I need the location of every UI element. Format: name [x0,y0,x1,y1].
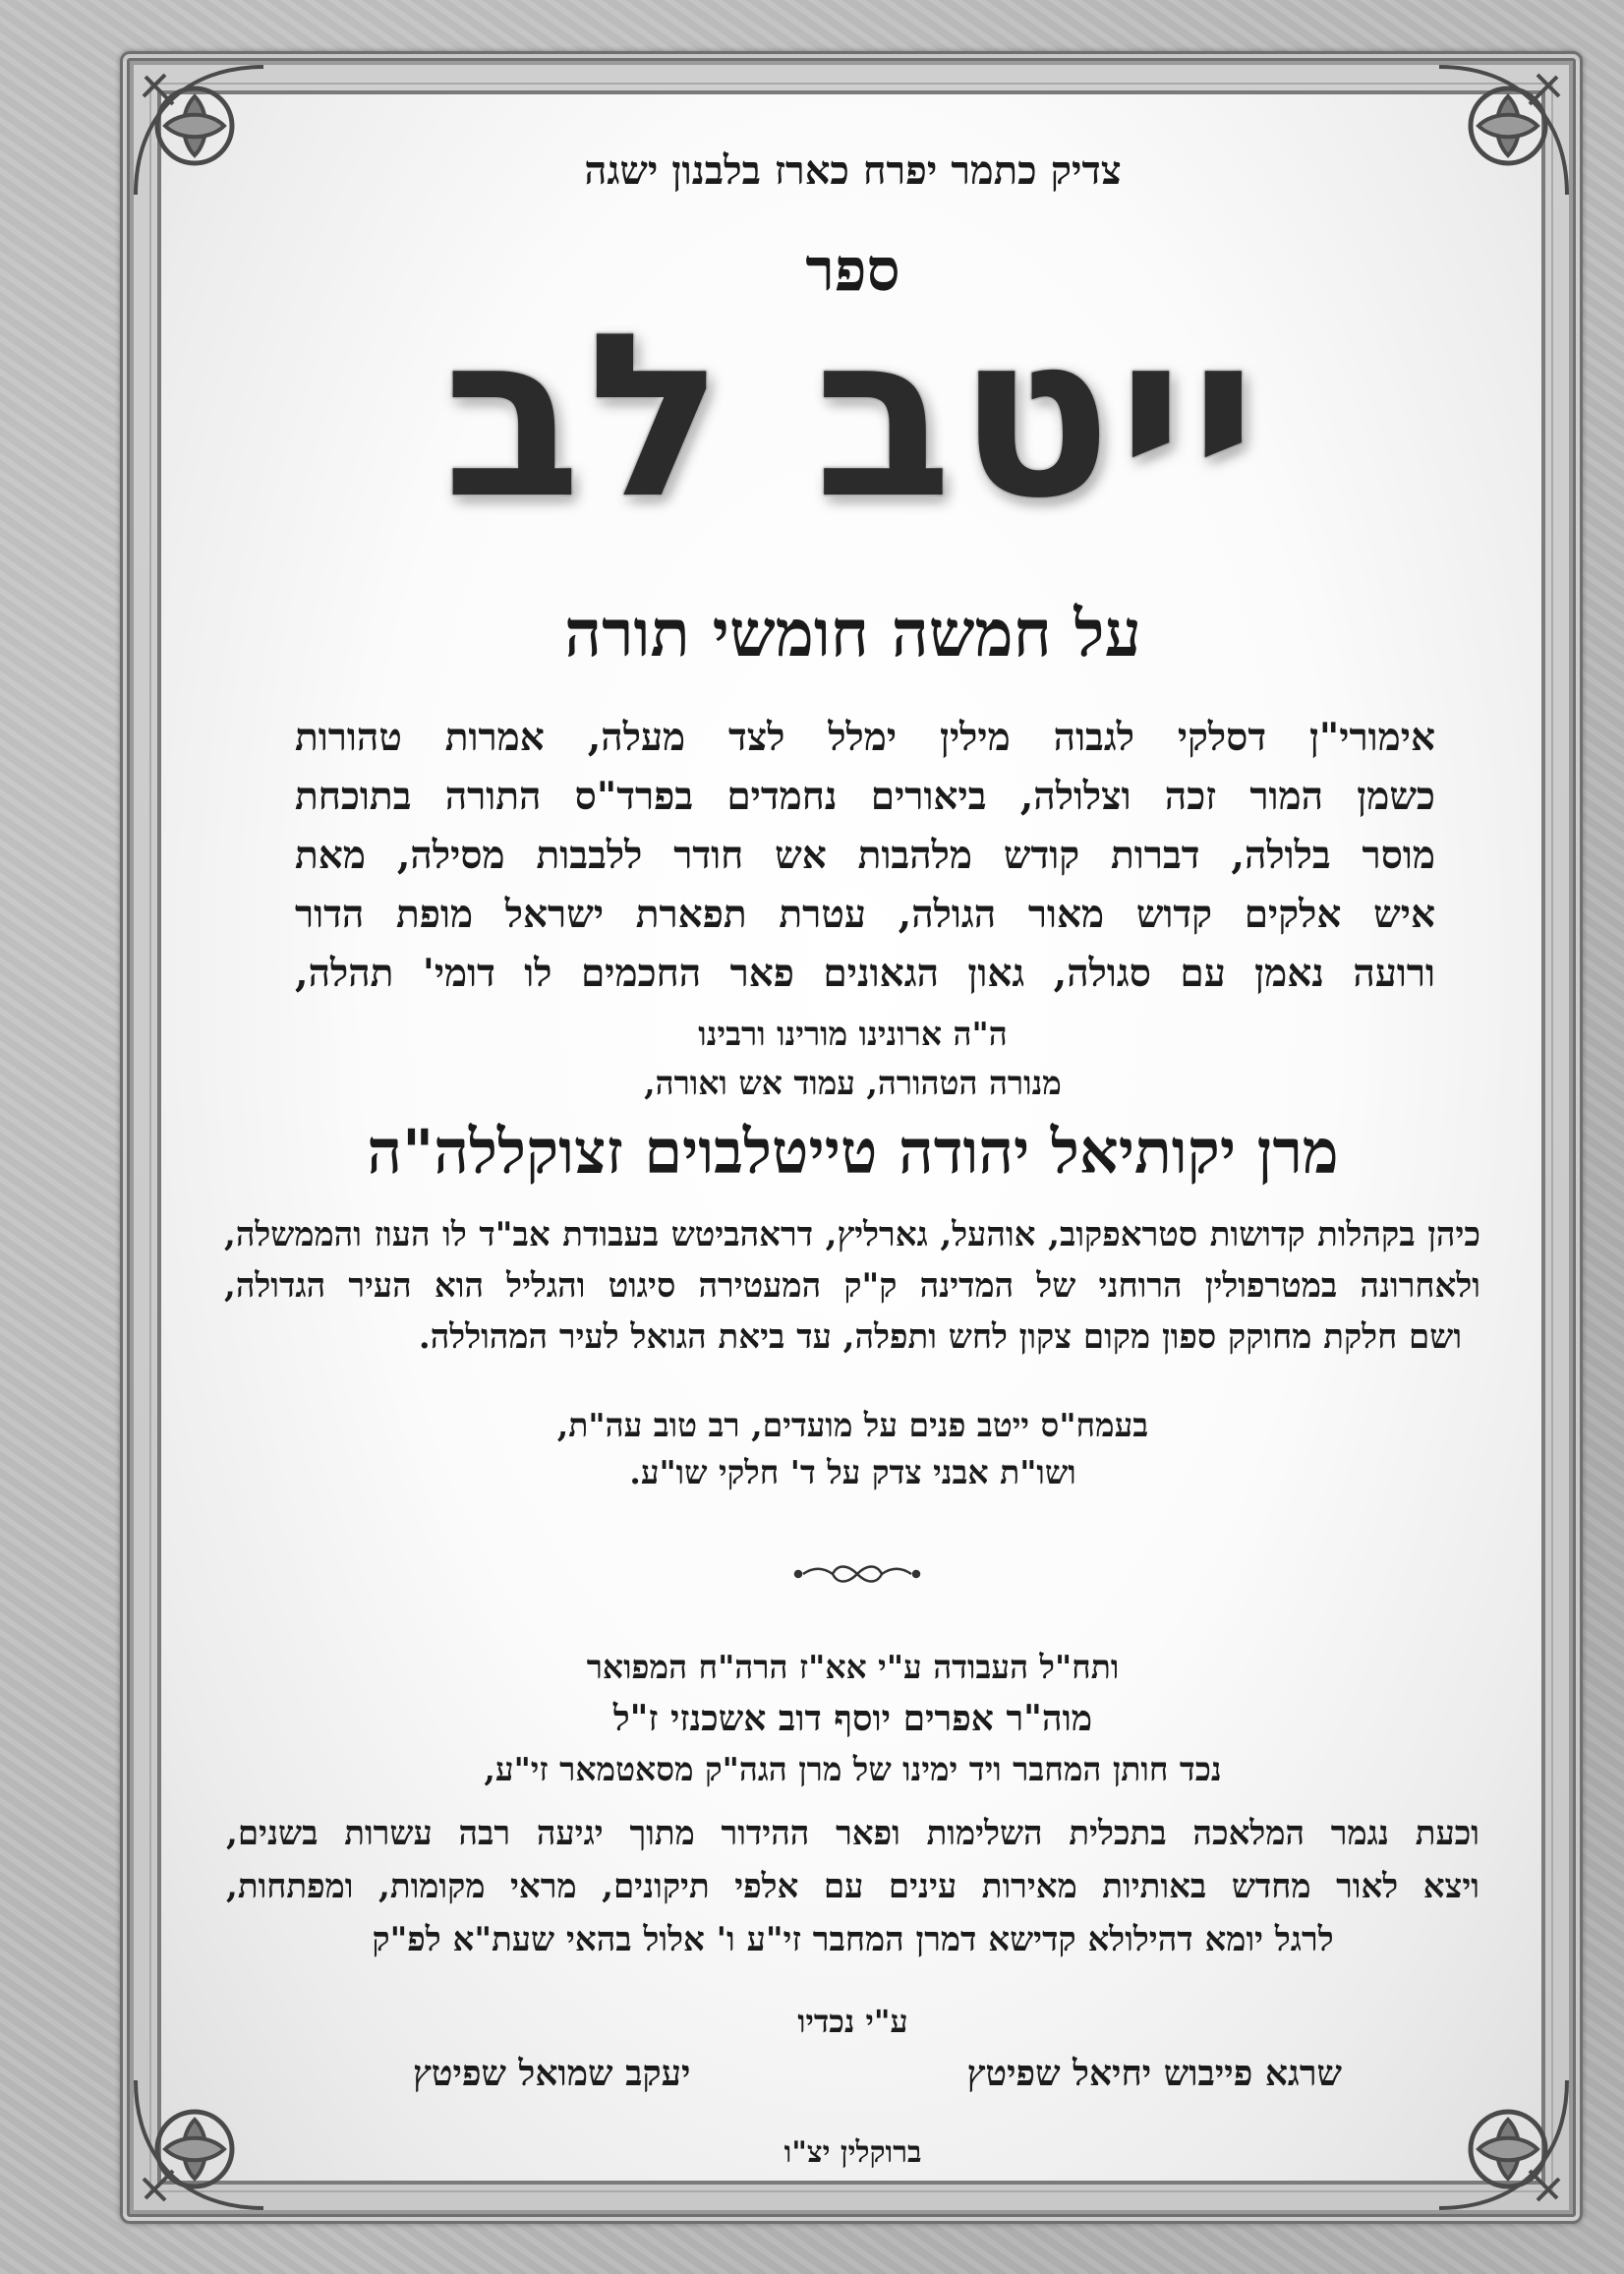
publication-colophon [226,1807,1479,1966]
description-line: איש אלקים קדוש מאור הגולה, עטרת תפארת ישראל מופת הדור [295,892,1435,937]
credit-line: נכד חותן המחבר ויד ימינו של מרן הגה"ק מסאטמאר זי"ע, [484,1750,1222,1788]
description-line: מוסר בלולה, דברות קודש מלהבות אש חודר ללבבות מסילה, מאת [295,833,1435,878]
works-line: ושו"ת אבני צדק על ד' חלקי שו"ע. [629,1453,1076,1491]
description-line: כשמן המור זכה וצלולה, ביאורים נחמדים בפרד"ס התורה בתוכחת [295,774,1435,819]
colophon-line: וכעת נגמר המלאכה בתכלית השלימות ופאר ההידור מתוך יגיעה רבה עשרות בשנים, [226,1814,1479,1853]
signatory-left: יעקב שמואל שפיטץ [413,2053,691,2094]
credit-line: מוה"ר אפרים יוסף דוב אשכנזי ז"ל [612,1698,1093,1739]
works-line: בעמח"ס ייטב פנים על מועדים, רב טוב עה"ת, [556,1406,1149,1444]
editor-credit [236,1642,1470,1795]
verse-tagline: צדיק כתמר יפרח כארז בלבנון ישגה [584,147,1122,194]
divider-flourish-icon [793,1559,921,1589]
publication-place: ברוקלין יצ"ו [783,2135,922,2170]
description-line: ורועה נאמן עם סגולה, גאון הגאונים פאר החכמים לו דומי' תהלה, [295,951,1435,996]
communities-line: ושם חלקת מחוקק ספון מקום צקון לחש ותפלה, עד ביאת הגואל לעיר המהוללה. [418,1317,1463,1357]
honorific-line-2: מנורה הטהורה, עמוד אש ואורה, [644,1064,1062,1102]
communities-line: ולאחרונה במטרפולין הרוחני של המדינה ק"ק המעטירה סיגוט והגליל הוא העיר הגדולה, [224,1266,1480,1306]
communities-paragraph [224,1209,1480,1363]
author-works [236,1402,1470,1496]
book-title: ייטב לב [442,286,1263,549]
description-paragraph [295,708,1435,1003]
colophon-line: ויצא לאור מחדש באותיות מאירות עינים עם אלפי תיקונים, מראי מקומות, ומפתחות, [226,1867,1479,1906]
signatory-right: שרגא פייבוש יחיאל שפיטץ [966,2053,1342,2094]
honorific-line-1: ה"ה ארונינו מורינו ורבינו [698,1015,1008,1053]
sefer-label: ספר [805,236,900,305]
communities-line: כיהן בקהלות קדושות סטראפקוב, אוהעל, גארליץ, דראהביטש בעבודת אב"ד לו העוז והממשלה, [224,1215,1480,1254]
credit-line: ותח"ל העבודה ע"י אא"ז הרה"ח המפואר [586,1648,1120,1686]
colophon-line: לרגל יומא דהילולא קדישא דמרן המחבר זי"ע ו' אלול בהאי שעת"א לפ"ק [372,1920,1334,1959]
author-name: מרן יקותיאל יהודה טייטלבוים זצוקללה"ה [367,1116,1339,1188]
book-subtitle: על חמשה חומשי תורה [564,595,1141,671]
byline: ע"י נכדיו [797,2003,908,2040]
description-line: אימורי"ן דסלקי לגבוה מילין ימלל לצד מעלה, אמרות טהורות [295,715,1435,760]
